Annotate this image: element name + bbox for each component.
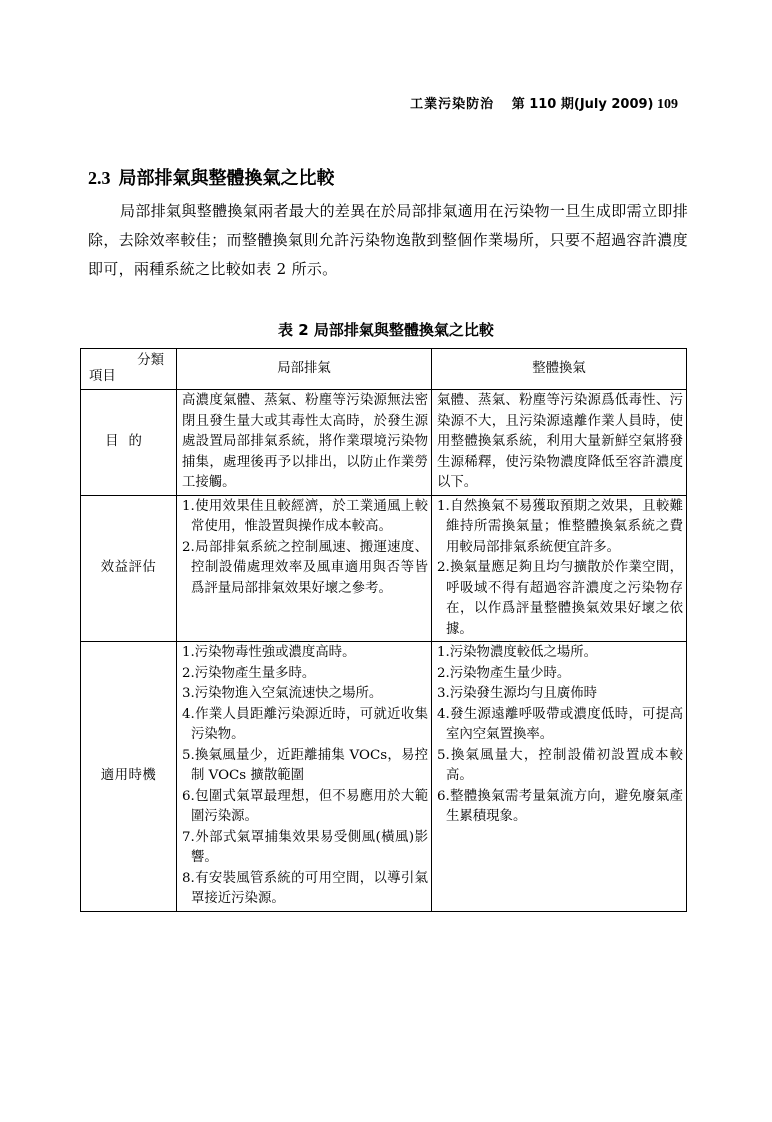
list-item: 1.污染物濃度較低之場所。 [437, 645, 598, 660]
purpose-general-cell: 氣體、蒸氣、粉塵等污染源爲低毒性、污染源不大，且污染源遠離作業人員時，使用整體換氣系統，利用大量新鮮空氣將發生源稀釋，使污染物濃度降低至容許濃度以下。 [432, 390, 687, 496]
evaluation-local-cell [177, 495, 432, 642]
list-item: 7.外部式氣罩捕集效果易受側風(橫風)影響。 [182, 829, 428, 865]
list-item: 6.包圍式氣罩最理想，但不易應用於大範圍污染源。 [182, 788, 428, 824]
row-label-purpose: 目的 [81, 390, 177, 496]
column-header-local: 局部排氣 [177, 349, 432, 390]
section-number: 2.3 [88, 168, 111, 188]
corner-category-label: 分類 [137, 353, 164, 368]
section-heading [88, 164, 335, 190]
journal-name: 工業污染防治 [410, 97, 495, 112]
row-label-timing: 適用時機 [81, 642, 177, 912]
corner-item-label: 項目 [89, 368, 116, 384]
timing-local-cell [177, 642, 432, 912]
table-corner-cell [81, 349, 177, 390]
list-item: 2.換氣量應足夠且均勻擴散於作業空間，呼吸域不得有超過容許濃度之污染物存在，以作爲評量整體換氣效果好壞之依據。 [437, 560, 683, 637]
column-header-general: 整體換氣 [432, 349, 687, 390]
list-item: 6.整體換氣需考量氣流方向，避免廢氣產生累積現象。 [437, 788, 683, 824]
table-row-timing [81, 642, 687, 912]
table-row-evaluation [81, 495, 687, 642]
list-item: 4.發生源遠離呼吸帶或濃度低時，可提高室內空氣置換率。 [437, 706, 683, 742]
table-row-purpose [81, 390, 687, 496]
list-item: 1.污染物毒性強或濃度高時。 [182, 645, 356, 660]
list-item: 4.作業人員距離污染源近時，可就近收集污染物。 [182, 706, 428, 742]
row-label-evaluation: 效益評估 [81, 495, 177, 642]
table-caption: 表 2 局部排氣與整體換氣之比較 [278, 321, 494, 339]
running-header [410, 93, 678, 113]
list-item: 1.自然換氣不易獲取預期之效果，且較難維持所需換氣量；惟整體換氣系統之費用較局部排氣系統便宜許多。 [437, 498, 683, 555]
comparison-table [80, 348, 687, 912]
timing-general-cell [432, 642, 687, 912]
list-item: 2.局部排氣系統之控制風速、搬運速度、控制設備處理效率及風車適用與否等皆爲評量局部排氣效果好壞之參考。 [182, 539, 428, 596]
list-item: 8.有安裝風管系統的可用空間，以導引氣罩接近污染源。 [182, 870, 428, 906]
purpose-local-cell: 高濃度氣體、蒸氣、粉塵等污染源無法密閉且發生量大或其毒性太高時，於發生源處設置局部排氣系統，將作業環境污染物捕集，處理後再予以排出，以防止作業勞工接觸。 [177, 390, 432, 496]
page-number: 109 [657, 97, 678, 112]
list-item: 2.污染物產生量少時。 [437, 665, 571, 681]
issue-info: 第 110 期(July 2009) [511, 97, 654, 112]
list-item: 3.污染發生源均勻且廣佈時 [437, 686, 598, 701]
list-item: 1.使用效果佳且較經濟，於工業通風上較常使用，惟設置與操作成本較高。 [182, 498, 428, 534]
section-title: 局部排氣與整體換氣之比較 [118, 168, 335, 189]
table-header-row [81, 349, 687, 390]
list-item: 3.污染物進入空氣流速快之場所。 [182, 686, 383, 701]
list-item: 2.污染物產生量多時。 [182, 665, 316, 681]
evaluation-general-cell [432, 495, 687, 642]
body-paragraph: 局部排氣與整體換氣兩者最大的差異在於局部排氣適用在污染物一旦生成即需立即排除，去除效率較佳；而整體換氣則允許污染物逸散到整個作業場所，只要不超過容許濃度即可，兩種系統之比較如表 2 所示。 [88, 202, 688, 278]
list-item: 5.換氣風量少，近距離捕集 VOCs，易控制 VOCs 擴散範圍 [182, 747, 428, 783]
list-item: 5.換氣風量大，控制設備初設置成本較高。 [437, 747, 683, 783]
